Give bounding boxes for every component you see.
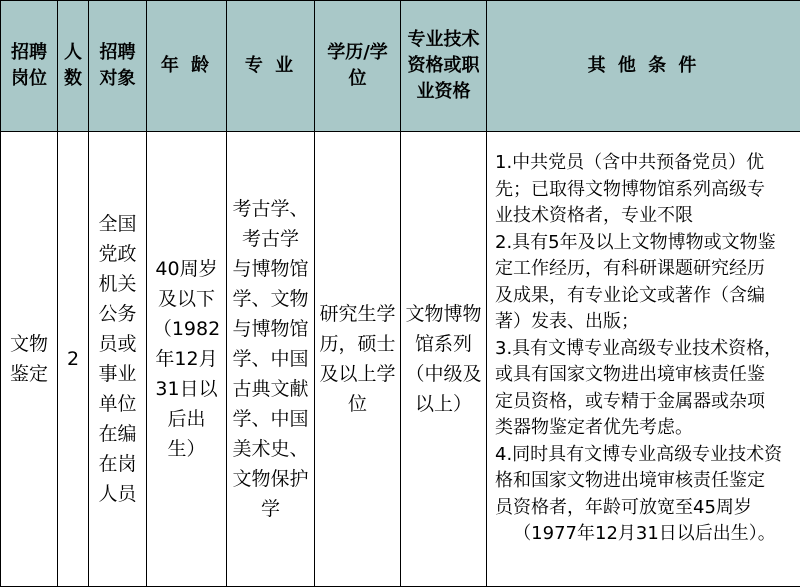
header-target: 招聘 对象 — [89, 1, 147, 132]
condition-line: 及成果，有专业论文或著作（含编 — [495, 284, 765, 306]
header-count: 人 数 — [58, 1, 89, 132]
condition-line: 定员资格，或专精于金属器或杂项 — [495, 390, 765, 412]
condition-line: 业技术资格者，专业不限 — [495, 205, 693, 226]
cell-education: 研究生学 历，硕士 及以上学 位 — [315, 132, 401, 587]
condition-line: 或具有国家文物进出境审核责任鉴 — [495, 364, 765, 385]
condition-line: 定工作经历，有科研课题研究经历 — [495, 258, 765, 279]
cell-count: 2 — [58, 132, 89, 587]
condition-line: 2.具有5年及以上文物博物或文物鉴 — [495, 231, 776, 253]
table-header-row — [1, 1, 800, 132]
condition-line: 著）发表、出版； — [495, 311, 639, 332]
condition-line: 先；已取得文物博物馆系列高级专 — [495, 178, 765, 200]
condition-line: 3.具有文博专业高级专业技术资格， — [495, 337, 783, 359]
cell-age: 40周岁 及以下 （1982 年12月 31日以 后出 生） — [147, 132, 227, 587]
header-major: 专 业 — [227, 1, 315, 132]
header-position: 招聘 岗位 — [1, 1, 58, 132]
header-conditions: 其 他 条 件 — [487, 1, 800, 132]
condition-line: 员资格者，年龄可放宽至45周岁 — [495, 496, 752, 518]
condition-line: （1977年12月31日以后出生）。 — [513, 523, 776, 544]
cell-major: 考古学、 考古学 与博物馆 学、文物 与博物馆 学、中国 古典文献 学、中国 美术史、 文物保护 学 — [227, 132, 315, 587]
condition-line: 类器物鉴定者优先考虑。 — [495, 417, 693, 438]
header-age: 年 龄 — [147, 1, 227, 132]
cell-target: 全国 党政 机关 公务 员或 事业 单位 在编 在岗 人员 — [89, 132, 147, 587]
cell-conditions — [487, 132, 800, 587]
conditions-list — [495, 132, 794, 548]
table-row — [1, 132, 800, 587]
condition-line: 4.同时具有文博专业高级专业技术资 — [495, 443, 783, 465]
header-education: 学历/学 位 — [315, 1, 401, 132]
cell-position: 文物 鉴定 — [1, 132, 58, 587]
condition-line: 格和国家文物进出境审核责任鉴定 — [495, 470, 765, 491]
header-qualification: 专业技术 资格或职 业资格 — [401, 1, 487, 132]
cell-qualification: 文物博物 馆系列 （中级及 以上） — [401, 132, 487, 587]
condition-line: 1.中共党员（含中共预备党员）优 — [495, 152, 765, 173]
